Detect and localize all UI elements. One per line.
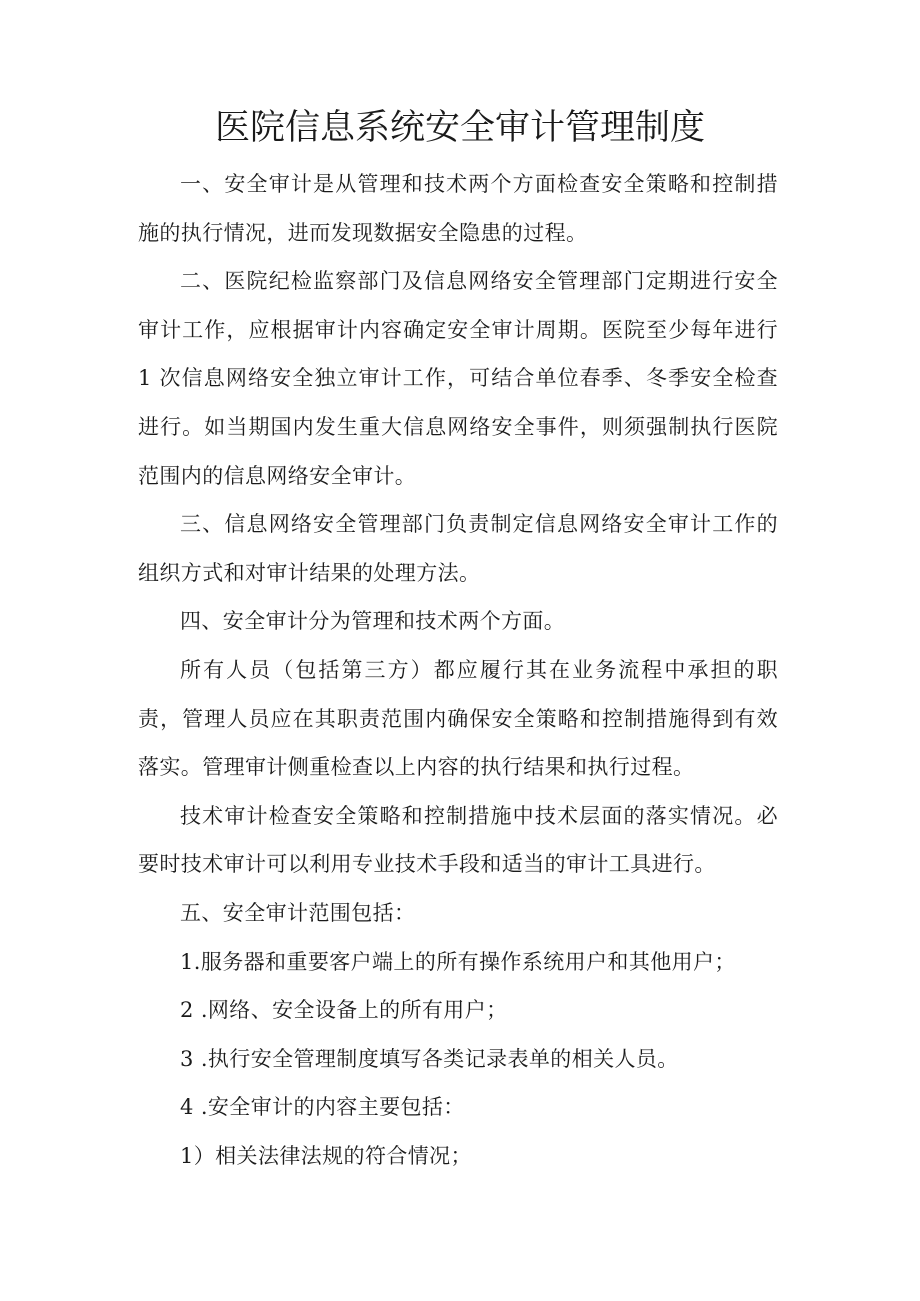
paragraph-7: 五、安全审计范围包括： (180, 900, 416, 925)
paragraph-2: 二、医院纪检监察部门及信息网络安全管理部门定期进行安全审计工作，应根据审计内容确定安全审计周期。医院至少每年进行 1 次信息网络安全独立审计工作，可结合单位春季、冬季安全检查进行。如当期国内发生重大信息网络安全事件，则须强制执行医院范围内的信息网络安全审计。 (138, 269, 778, 488)
paragraph-6: 技术审计检查安全策略和控制措施中技术层面的落实情况。必要时技术审计可以利用专业技术手段和适当的审计工具进行。 (138, 803, 778, 877)
document-body (138, 160, 778, 1180)
list-item-4: 4 .安全审计的内容主要包括： (180, 1095, 465, 1120)
paragraph-3: 三、信息网络安全管理部门负责制定信息网络安全审计工作的组织方式和对审计结果的处理方法。 (138, 512, 778, 585)
document-title: 医院信息系统安全审计管理制度 (214, 108, 705, 148)
paragraph-5: 所有人员（包括第三方）都应履行其在业务流程中承担的职责，管理人员应在其职责范围内确保安全策略和控制措施得到有效落实。管理审计侧重检查以上内容的执行结果和执行过程。 (138, 657, 778, 780)
list-item-1: 1.服务器和重要客户端上的所有操作系统用户和其他用户； (180, 949, 736, 974)
paragraph-4: 四、安全审计分为管理和技术两个方面。 (180, 609, 566, 634)
list-item-2: 2 .网络、安全设备上的所有用户； (180, 998, 508, 1023)
list-item-3: 3 .执行安全管理制度填写各类记录表单的相关人员。 (180, 1046, 679, 1071)
paragraph-1: 一、安全审计是从管理和技术两个方面检查安全策略和控制措施的执行情况，进而发现数据安全隐患的过程。 (138, 172, 778, 245)
sub-list-item-1: 1）相关法律法规的符合情况； (180, 1143, 472, 1168)
